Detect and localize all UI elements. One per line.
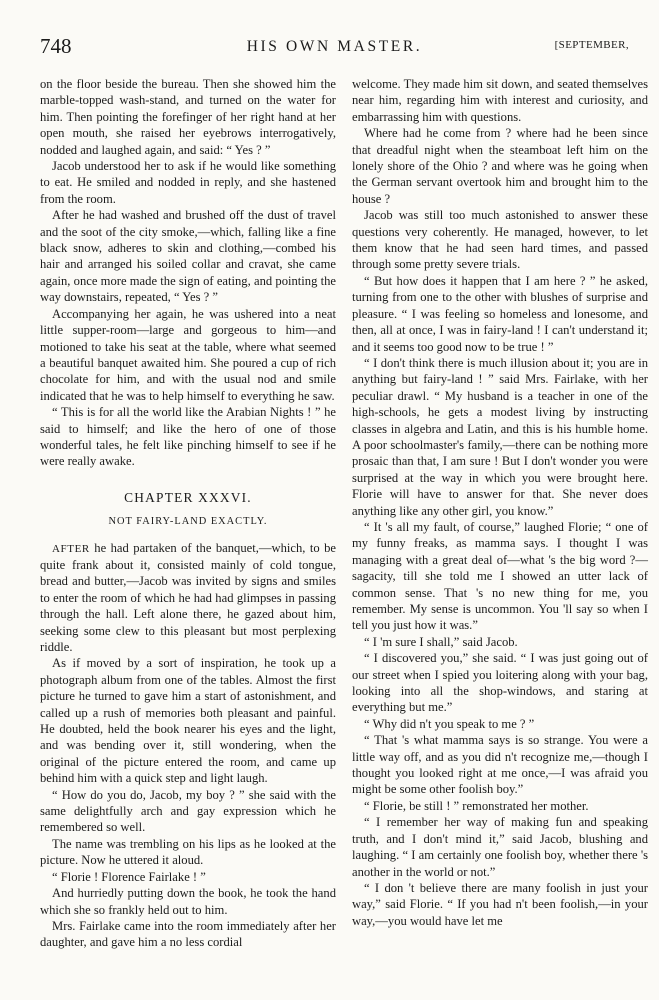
paragraph: “ I don 't believe there are many foolish in just your way,” said Florie. “ If you had n't been foolish,—in your way,—you would have let me — [352, 880, 648, 928]
paragraph: Accompanying her again, he was ushered into a neat little supper-room—large and gorgeous to him—and motioned to take his seat at the table, where what seemed a beautiful banquet awaited him. She poured a cup of rich chocolate for him, and with the usual nod and smile indicated that he was to help himself to everything he saw. — [40, 306, 336, 403]
paragraph: “ I discovered you,” she said. “ I was just going out of our street when I spied you loitering along with your bag, looking into all the shop-windows, and staring at everything but me.” — [352, 651, 648, 715]
paragraph: And hurriedly putting down the book, he took the hand which she so frankly held out to him. — [40, 886, 336, 917]
chapter-heading: CHAPTER XXXVI. — [124, 489, 252, 505]
paragraph: “ I 'm sure I shall,” said Jacob. — [364, 634, 518, 649]
paragraph: As if moved by a sort of inspiration, he took up a photograph album from one of the tables. Almost the first picture he turned to gave him a start of astonishment, and called up a rush of memories both pleasant and painful. He doubted, held the book nearer his eyes and the light, and was bending over it, still wondering, when the original of the picture entered the room, and came up behind him with a quick step and light laugh. — [40, 656, 336, 786]
paragraph: After he had washed and brushed off the dust of travel and the soot of the city smoke,—which, falling like a fine black snow, adheres to skin and clothing,—combed his hair and arranged his soiled collar and cravat, she came again, once more made the sign of eating, and pointing the way downstairs, repeated, “ Yes ? ” — [40, 208, 336, 305]
paragraph: “ Florie, be still ! ” remonstrated her mother. — [364, 798, 589, 813]
paragraph: “ How do you do, Jacob, my boy ? ” she said with the same delightfully arch and gay expression which he remembered so well. — [40, 787, 336, 835]
paragraph: “ I remember her way of making fun and speaking truth, and I don't mind it,” said Jacob, blushing and laughing. “ I am certainly one foolish boy, whether there 's another in the world or not.” — [352, 815, 648, 879]
paragraph: “ But how does it happen that I am here ? ” he asked, turning from one to the other with blushes of surprise and pleasure. “ I was feeling so homeless and lonesome, and then, all at once, I was in fairy-land ! I can't understand it; and it seems too good now to be true ! ” — [352, 273, 648, 354]
paragraph: “ I don't think there is much illusion about it; you are in anything but fairy-land ! ” said Mrs. Fairlake, with her peculiar drawl. “ My husband is a teacher in one of the high-schools, he gets a modest living by instructing classes in algebra and Latin, and this is his humble home. A poor schoolmaster's family,—there can be nothing more prosaic than that, I am sure ! But I don't wonder you were surprised at the way in which you were brought here. Florie will have to answer for that. She never does anything like any other girl, you know.” — [352, 355, 648, 518]
page-number: 748 — [40, 34, 72, 58]
paragraph: “ It 's all my fault, of course,” laughed Florie; “ one of my funny freaks, as mamma says. I thought I was managing with a great deal of—what 's the big word ?—sagacity, till she told me I showed an utter lack of common sense. That 's no new thing for me, you remember. My sense is uncommon. You 'll say so when I tell you just how it was.” — [352, 519, 648, 633]
paragraph: Jacob was still too much astonished to answer these questions very coherently. He managed, however, to let them know that he had seen hard times, and passed through some pretty severe trials. — [352, 208, 648, 272]
paragraph: welcome. They made him sit down, and seated themselves near him, regarding him with interest and curiosity, and embarrassing him with questions. — [352, 77, 648, 124]
paragraph: “ Why did n't you speak to me ? ” — [364, 716, 535, 731]
paragraph: Mrs. Fairlake came into the room immediately after her daughter, and gave him a no less cordial — [40, 918, 336, 950]
chapter-opening-paragraph — [40, 540, 336, 656]
chapter-subtitle: NOT FAIRY-LAND EXACTLY. — [108, 516, 268, 528]
paragraph: “ Florie ! Florence Fairlake ! ” — [52, 869, 206, 884]
paragraph: Jacob understood her to ask if he would like something to eat. He smiled and nodded in reply, and she hastened from the room. — [40, 159, 336, 206]
lead-word: AFTER — [52, 542, 90, 555]
paragraph: “ This is for all the world like the Arabian Nights ! ” he said to himself; and like the hero of one of those wonderful tales, he felt like pinching himself to see if he were really awake. — [40, 405, 336, 469]
left-column — [40, 76, 336, 951]
paragraph: The name was trembling on his lips as he looked at the picture. Now he uttered it aloud. — [40, 836, 336, 868]
running-header — [40, 34, 629, 58]
opening-text: he had partaken of the banquet,—which, to be quite frank about it, consisted mainly of cold tongue, bread and butter,—Jacob was invited by signs and smiles to enter the room of which he had had glimpses in passing through the hall. Left alone there, he gazed about him, seeking some clew to this pleasant but most perplexing riddle. — [40, 540, 336, 654]
paragraph: on the floor beside the bureau. Then she showed him the marble-topped wash-stand, and turned on the water for him. Then pointing the forefinger of her right hand at her open mouth, she raised her eyebrows interrogatively, nodded and laughed again, and said: “ Yes ? ” — [40, 77, 336, 157]
paragraph: Where had he come from ? where had he been since that dreadful night when the steamboat left him on the lonely shore of the Ohio ? and where was he going when the German servant overtook him and brought him to the house ? — [352, 126, 648, 206]
issue-month: [SEPTEMBER, — [554, 39, 629, 51]
right-column — [352, 76, 648, 929]
running-title: HIS OWN MASTER. — [246, 38, 423, 55]
paragraph: “ That 's what mamma says is so strange. You were a little way off, and as you did n't recognize me,—though I thought you looked right at me once,—I was afraid you might be some other foolish boy.” — [352, 733, 648, 797]
